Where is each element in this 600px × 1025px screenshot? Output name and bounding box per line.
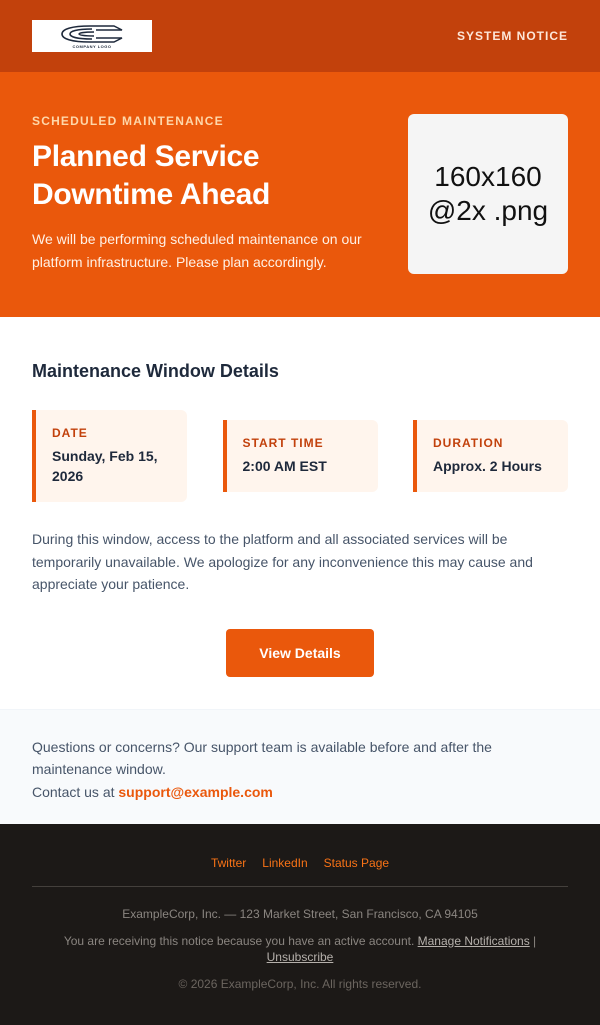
section-title: Maintenance Window Details	[32, 361, 279, 381]
contact-prefix: Contact us at	[32, 783, 119, 800]
link-separator: |	[529, 933, 537, 948]
copyright: © 2026 ExampleCorp, Inc. All rights reserved.	[178, 976, 422, 991]
logo-icon	[52, 23, 132, 45]
logo-text: COMPANY LOGO	[72, 44, 112, 49]
social-links	[32, 856, 568, 870]
company-address: ExampleCorp, Inc. — 123 Market Street, San Francisco, CA 94105	[122, 906, 478, 921]
hero-section	[0, 72, 600, 317]
hero-title-line1: Planned Service	[32, 140, 260, 173]
image-placeholder-size: 160x160	[434, 161, 542, 192]
footer	[0, 824, 600, 1025]
detail-card-date	[32, 410, 187, 502]
linkedin-link[interactable]: LinkedIn	[262, 855, 308, 870]
company-logo[interactable]	[32, 20, 152, 52]
support-text: Questions or concerns? Our support team is available before and after the maintenance window.	[32, 738, 492, 777]
card-value: Approx. 2 Hours	[433, 458, 542, 474]
hero-title	[32, 138, 392, 214]
hero-description: We will be performing scheduled maintenance on our platform infrastructure. Please plan accordingly.	[32, 231, 362, 270]
unsubscribe-link[interactable]: Unsubscribe	[266, 949, 334, 964]
manage-notifications-link[interactable]: Manage Notifications	[417, 933, 530, 948]
support-email-link[interactable]: support@example.com	[118, 783, 273, 800]
hero-title-line2: Downtime Ahead	[32, 178, 271, 211]
image-placeholder-format: @2x .png	[427, 195, 549, 226]
hero-eyebrow: SCHEDULED MAINTENANCE	[32, 114, 224, 128]
notice-text	[32, 933, 568, 965]
twitter-link[interactable]: Twitter	[210, 855, 247, 870]
status-page-link[interactable]: Status Page	[323, 855, 390, 870]
detail-card-duration	[413, 420, 568, 492]
details-body-text: During this window, access to the platform and all associated services will be temporarily unavailable. We apologize for any inconvenience this may cause and appreciate your patience.	[32, 531, 533, 592]
detail-cards	[32, 410, 568, 502]
footer-divider	[32, 886, 568, 887]
card-value: 2:00 AM EST	[242, 458, 327, 474]
card-label: DURATION	[433, 436, 504, 450]
hero-image-placeholder	[408, 114, 568, 274]
system-notice-label: SYSTEM NOTICE	[456, 29, 568, 43]
support-section	[0, 709, 600, 824]
card-label: DATE	[52, 426, 88, 440]
card-value: Sunday, Feb 15, 2026	[52, 448, 158, 484]
header-bar	[0, 0, 600, 72]
detail-card-start-time	[223, 420, 378, 492]
details-section	[0, 317, 600, 709]
cta-container	[32, 629, 568, 709]
view-details-button[interactable]: View Details	[226, 629, 374, 677]
support-contact	[32, 784, 568, 800]
card-label: START TIME	[242, 436, 324, 450]
notice-reason: You are receiving this notice because you have an active account.	[63, 933, 418, 948]
hero-content	[32, 114, 392, 317]
